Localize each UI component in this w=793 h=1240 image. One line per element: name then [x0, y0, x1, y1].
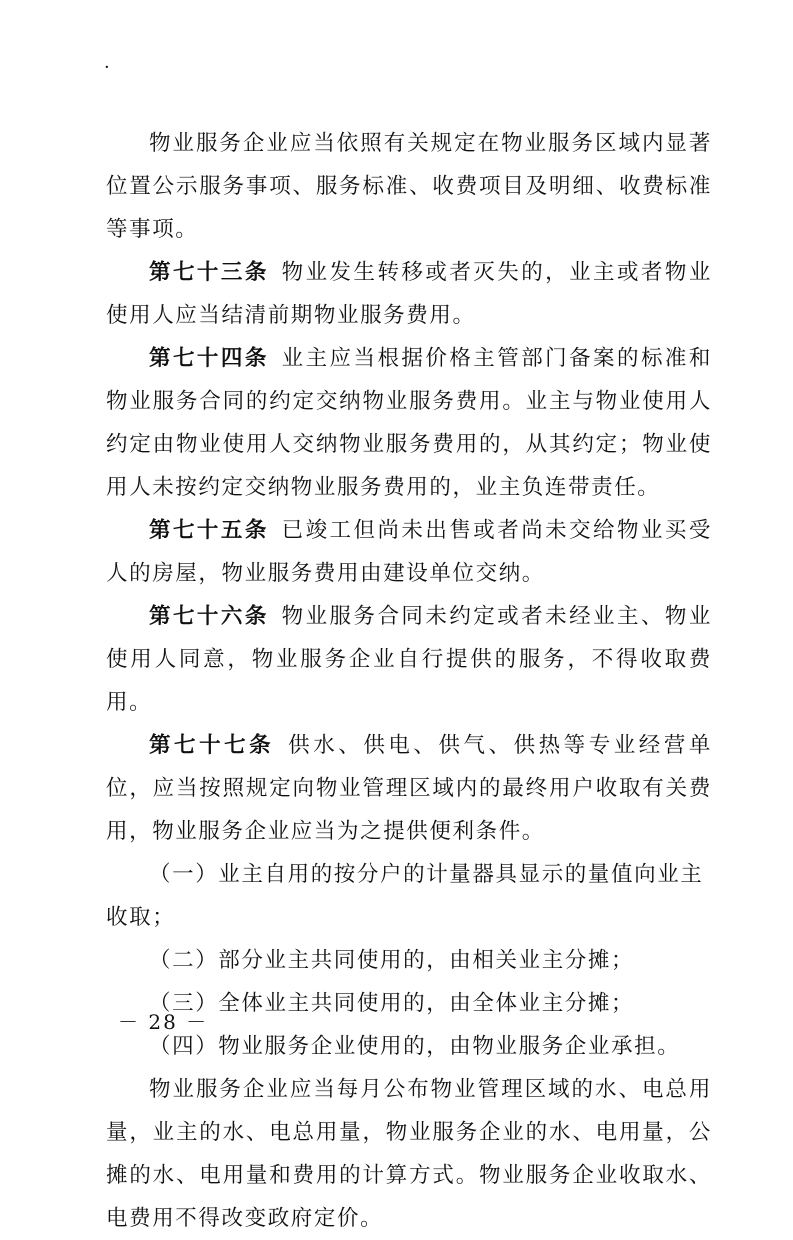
article-74-number: 第七十四条	[149, 346, 269, 371]
article-77	[106, 724, 712, 853]
article-73	[106, 251, 712, 337]
intro-paragraph	[106, 122, 712, 251]
article-75-text: 已竣工但尚未出售或者尚未交给物业买受人的房屋，物业服务费用由建设单位交纳。	[106, 518, 712, 586]
intro-text: 物业服务企业应当依照有关规定在物业服务区域内显著位置公示服务事项、服务标准、收费项目及明细、收费标准等事项。	[106, 131, 712, 242]
closing-paragraph	[106, 1068, 712, 1240]
page-number: － 28 －	[118, 1010, 209, 1034]
article-74-text: 业主应当根据价格主管部门备案的标准和物业服务合同的约定交纳物业服务费用。业主与物业使用人约定由物业使用人交纳物业服务费用的，从其约定；物业使用人未按约定交纳物业服务费用的，业主负连带责任。	[106, 346, 712, 500]
document-body	[106, 122, 712, 1240]
article-76	[106, 595, 712, 724]
closing-text: 物业服务企业应当每月公布物业管理区域的水、电总用量，业主的水、电总用量，物业服务企业的水、电用量，公摊的水、电用量和费用的计算方式。物业服务企业收取水、电费用不得改变政府定价。	[106, 1077, 712, 1231]
article-74	[106, 337, 712, 509]
list-item-4: （四）物业服务企业使用的，由物业服务企业承担。	[149, 1034, 681, 1059]
list-item-1: （一）业主自用的按分户的计量器具显示的量值向业主收取；	[106, 862, 704, 930]
header-mark: ·	[104, 57, 110, 78]
article-73-number: 第七十三条	[149, 260, 269, 285]
article-76-number: 第七十六条	[149, 604, 269, 629]
article-75	[106, 509, 712, 595]
list-item-3: （三）全体业主共同使用的，由全体业主分摊；	[149, 991, 635, 1016]
article-76-text: 物业服务合同未约定或者未经业主、物业使用人同意，物业服务企业自行提供的服务，不得收取费用。	[106, 604, 712, 715]
article-77-text: 供水、供电、供气、供热等专业经营单位，应当按照规定向物业管理区域内的最终用户收取有关费用，物业服务企业应当为之提供便利条件。	[106, 733, 712, 844]
article-77-number: 第七十七条	[149, 733, 275, 758]
article-75-number: 第七十五条	[149, 518, 269, 543]
article-73-text: 物业发生转移或者灭失的，业主或者物业使用人应当结清前期物业服务费用。	[106, 260, 712, 328]
list-item-2: （二）部分业主共同使用的，由相关业主分摊；	[149, 948, 635, 973]
